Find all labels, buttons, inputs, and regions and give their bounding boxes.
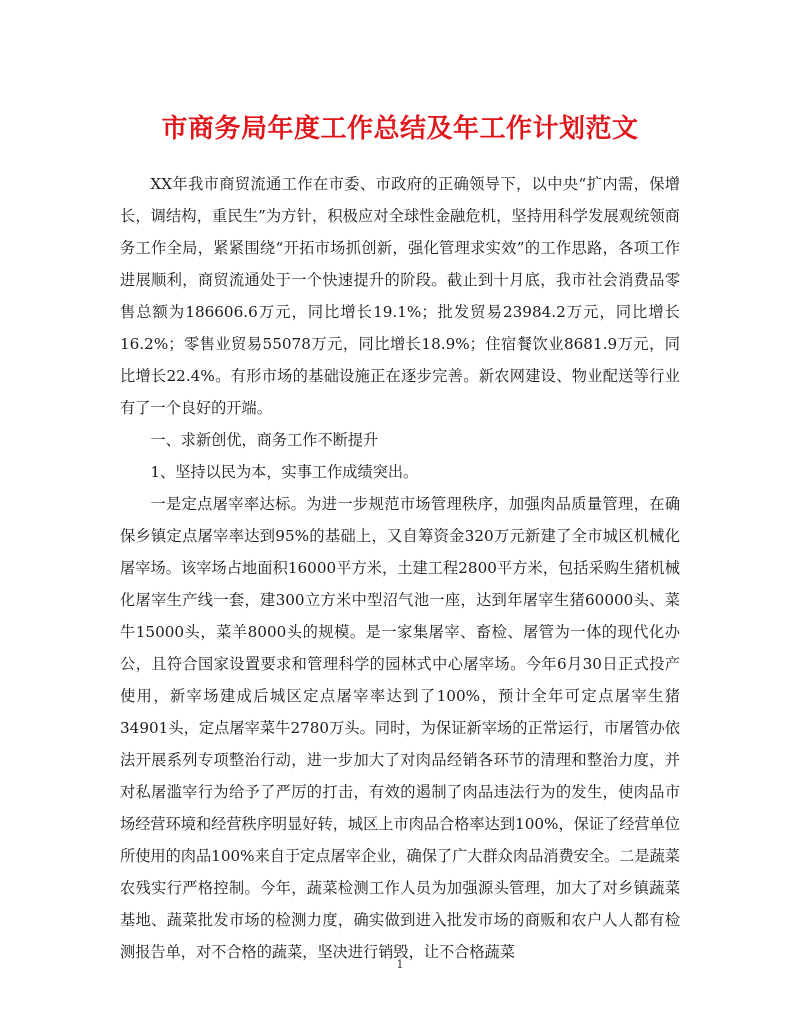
intro-paragraph: XX年我市商贸流通工作在市委、市政府的正确领导下，以中央“扩内需，保增长，调结构，重民生”为方针，积极应对全球性金融危机，坚持用科学发展观统领商务工作全局，紧紧围绕“开拓市场抓创新，强化管理求实效”的工作思路，各项工作进展顺利，商贸流通处于一个快速提升的阶段。截止到十月底，我市社会消费品零售总额为186606.6万元，同比增长19.1%；批发贸易23984.2万元，同比增长16.2%；零售业贸易55078万元，同比增长18.9%；住宿餐饮业8681.9万元，同比增长22.4%。有形市场的基础设施正在逐步完善。新农网建设、物业配送等行业有了一个良好的开端。 [120, 175, 680, 417]
body-paragraph: 一是定点屠宰率达标。为进一步规范市场管理秩序，加强肉品质量管理，在确保乡镇定点屠宰率达到95%的基础上，又自筹资金320万元新建了全市城区机械化屠宰场。该宰场占地面积16000平方米，土建工程2800平方米，包括采购生猪机械化屠宰生产线一套，建300立方米中型沼气池一座，达到年屠宰生猪60000头、菜牛15000头，菜羊8000头的规模。是一家集屠宰、畜检、屠管为一体的现代化办公，且符合国家设置要求和管理科学的园林式中心屠宰场。今年6月30日正式投产使用，新宰场建成后城区定点屠宰率达到了100%，预计全年可定点屠宰生猪34901头，定点屠宰菜牛2780万头。同时，为保证新宰场的正常运行，市屠管办依法开展系列专项整治行动，进一步加大了对肉品经销各环节的清理和整治力度，并对私屠滥宰行为给予了严厉的打击，有效的遏制了肉品违法行为的发生，使肉品市场经营环境和经营秩序明显好转，城区上市肉品合格率达到100%，保证了经营单位所使用的肉品100%来自于定点屠宰企业，确保了广大群众肉品消费安全。二是蔬菜农残实行严格控制。今年，蔬菜检测工作人员为加强源头管理，加大了对乡镇蔬菜基地、蔬菜批发市场的检测力度，确实做到进入批发市场的商贩和农户人人都有检测报告单，对不合格的蔬菜，坚决进行销毁，让不合格蔬菜 [120, 495, 680, 961]
document-title: 市商务局年度工作总结及年工作计划范文 [161, 114, 639, 144]
page-number: 1 [396, 958, 404, 971]
section-heading: 一、求新创优，商务工作不断提升 [150, 431, 379, 449]
subsection-heading: 1、坚持以民为本，实事工作成绩突出。 [150, 463, 419, 481]
document-body [120, 168, 680, 968]
